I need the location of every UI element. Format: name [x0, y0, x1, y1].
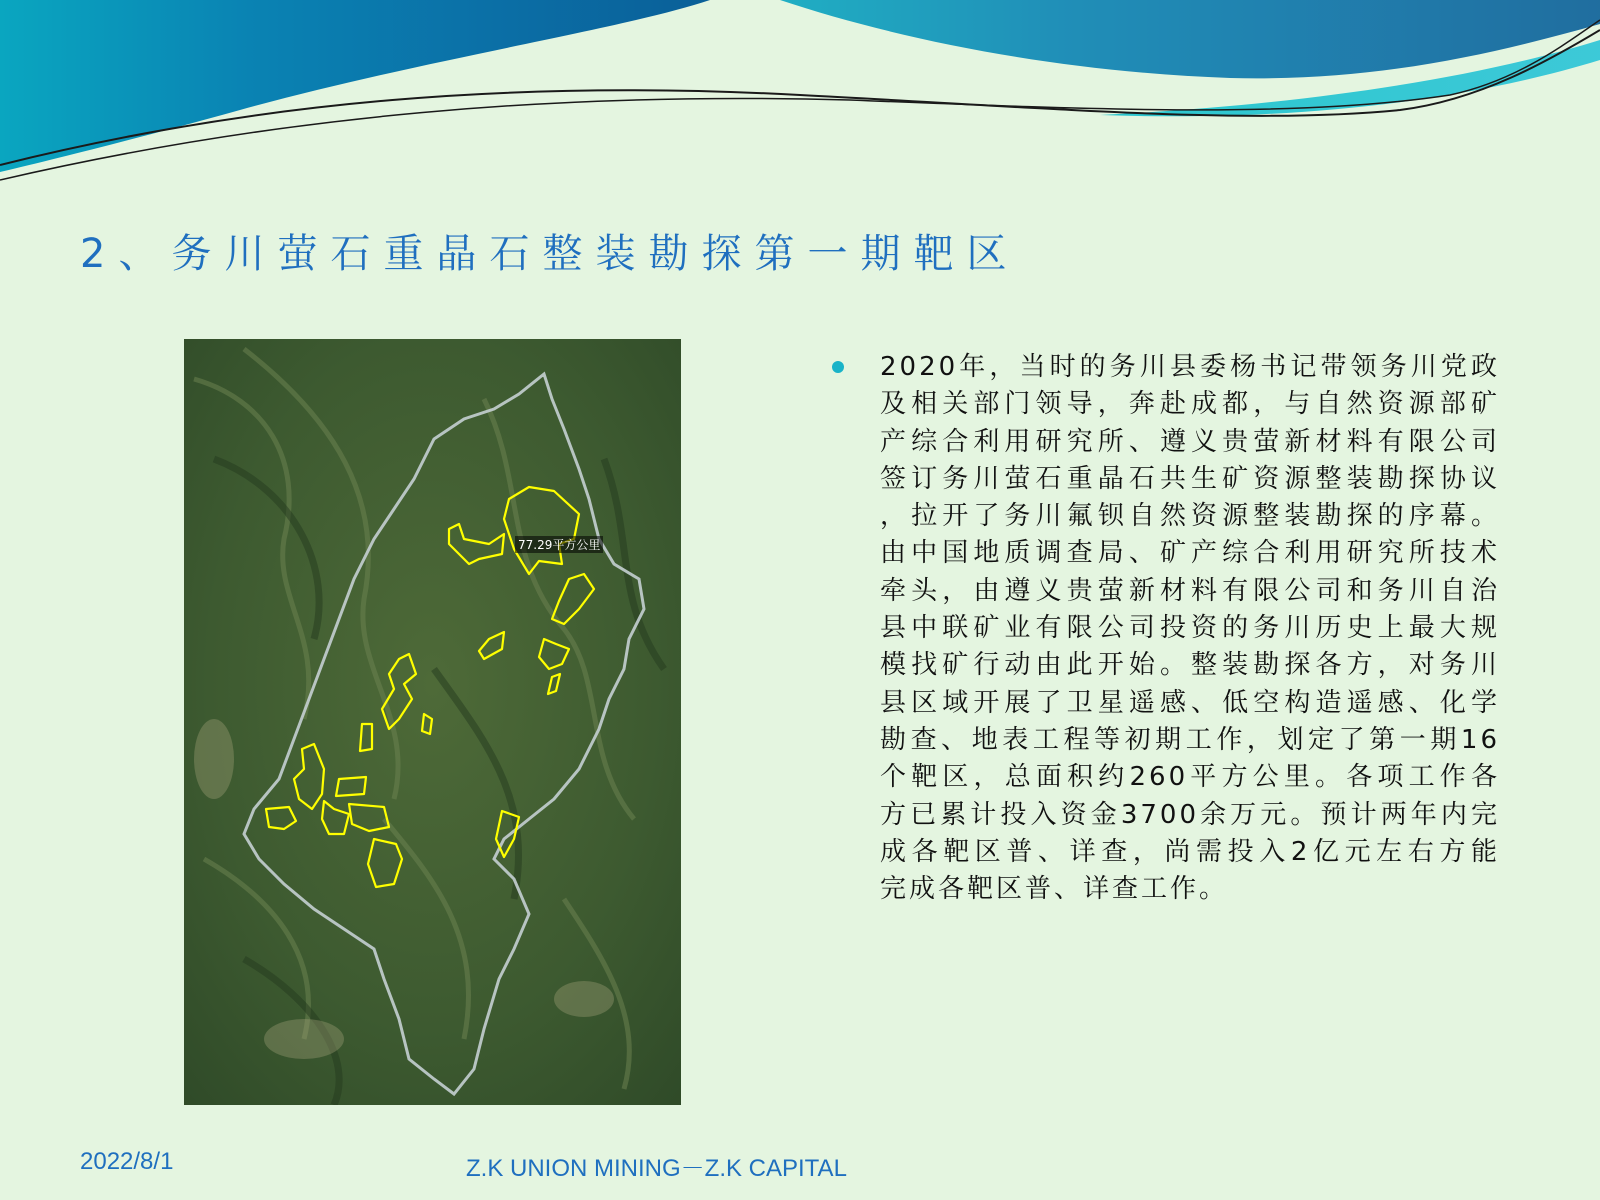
body-text-line: 牵头，由遵义贵萤新材料有限公司和务川自治: [880, 575, 1500, 606]
footer-company: Z.K UNION MINING－Z.K CAPITAL: [466, 1155, 847, 1182]
header-wave-decoration: [0, 0, 1600, 190]
body-text-line: 2020年，当时的务川县委杨书记带领务川党政: [880, 352, 1500, 382]
body-text-line: 完成各靶区普、详查工作。: [880, 874, 1229, 905]
slide-title: 2、务川萤石重晶石整装勘探第一期靶区: [80, 231, 1020, 277]
bullet-point-icon: [832, 361, 844, 373]
body-text-line: 县中联矿业有限公司投资的务川历史上最大规: [880, 613, 1500, 644]
body-text-line: 模找矿行动由此开始。整装勘探各方，对务川: [880, 650, 1500, 681]
body-paragraph: [880, 349, 1500, 908]
body-text-line: ，拉开了务川氟钡自然资源整装勘探的序幕。: [880, 501, 1500, 532]
body-text-line: 勘查、地表工程等初期工作，划定了第一期16: [880, 724, 1500, 755]
body-text-line: 个靶区，总面积约260平方公里。各项工作各: [880, 762, 1500, 793]
satellite-map-image: [184, 339, 681, 1105]
body-text-line: 由中国地质调查局、矿产综合利用研究所技术: [880, 538, 1500, 569]
body-text-line: 成各靶区普、详查，尚需投入2亿元左右方能: [880, 836, 1500, 867]
body-text-line: 产综合利用研究所、遵义贵萤新材料有限公司: [880, 426, 1500, 457]
footer-date: 2022/8/1: [80, 1148, 174, 1175]
body-text-line: 县区域开展了卫星遥感、低空构造遥感、化学: [880, 687, 1500, 718]
body-text-line: 方已累计投入资金3700余万元。预计两年内完: [880, 799, 1500, 830]
body-text-line: 及相关部门领导，奔赴成都，与自然资源部矿: [880, 389, 1500, 420]
map-area-label: 77.29平方公里: [515, 536, 603, 553]
body-text-line: 签订务川萤石重晶石共生矿资源整装勘探协议: [880, 463, 1500, 494]
